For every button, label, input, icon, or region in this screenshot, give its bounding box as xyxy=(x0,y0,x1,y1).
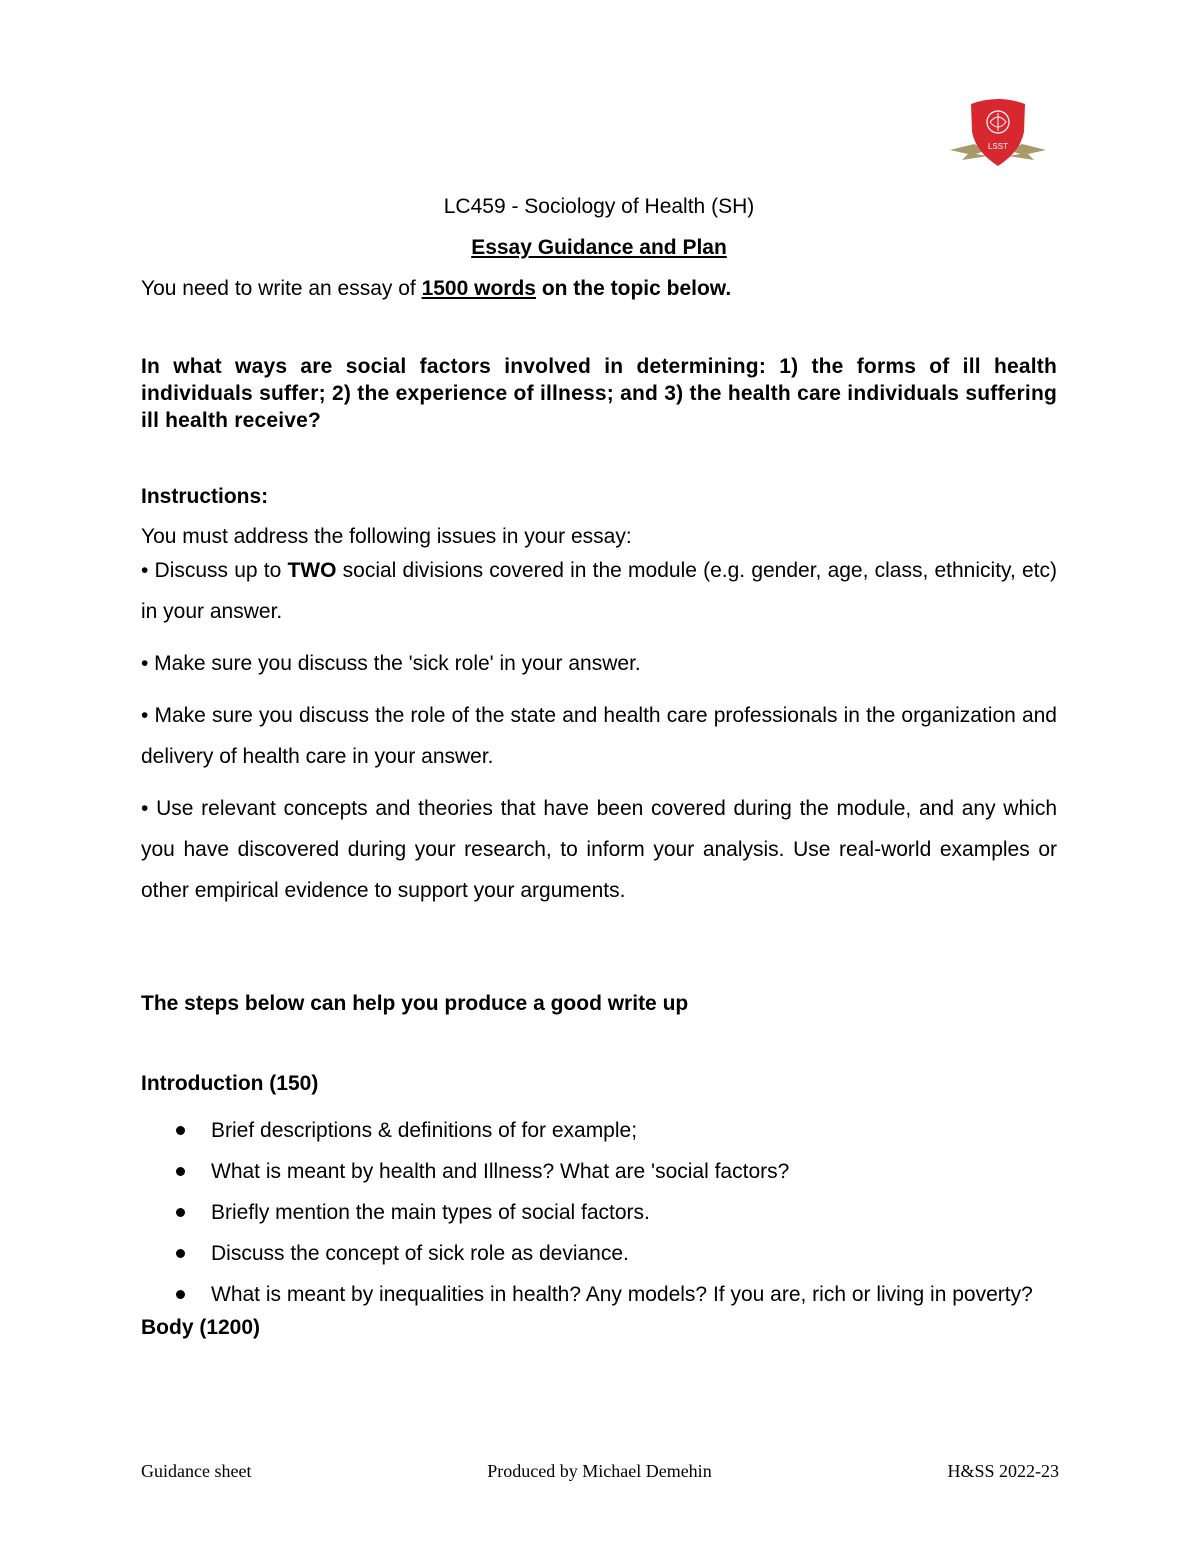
instruction-item: • Make sure you discuss the 'sick role' in your answer. xyxy=(141,652,641,675)
body-heading: Body (1200) xyxy=(141,1316,261,1339)
instruction-1-prefix: • Discuss up to xyxy=(141,559,288,582)
introduction-list xyxy=(141,1110,1057,1315)
list-item xyxy=(141,1192,1057,1233)
document-body xyxy=(141,188,1057,1341)
introduction-heading: Introduction (150) xyxy=(141,1072,319,1095)
lsst-crest-icon xyxy=(948,94,1048,168)
instructions-lead: You must address the following issues in your essay: xyxy=(141,525,632,548)
bullet-icon xyxy=(176,1167,185,1176)
bullet-icon xyxy=(176,1290,185,1299)
word-count-line xyxy=(141,276,1057,302)
instruction-item xyxy=(141,550,1057,632)
intro-prefix: You need to write an essay of xyxy=(141,277,422,300)
list-item-text: Briefly mention the main types of social factors. xyxy=(211,1201,650,1224)
instruction-item: • Make sure you discuss the role of the state and health care professionals in the organization and delivery of health care in your answer. xyxy=(141,704,1057,768)
bullet-icon xyxy=(176,1249,185,1258)
logo-text: LSST xyxy=(987,142,1009,151)
list-item xyxy=(141,1110,1057,1151)
doc-title: Essay Guidance and Plan xyxy=(471,236,727,259)
list-item xyxy=(141,1274,1057,1315)
essay-question: In what ways are social factors involved in determining: 1) the forms of ill health individuals suffer; 2) the experience of illness; and 3) the health care individuals suffering ill health receive? xyxy=(141,355,1057,432)
footer-right: H&SS 2022-23 xyxy=(947,1461,1059,1481)
word-count: 1500 words xyxy=(421,277,536,300)
instruction-item: • Use relevant concepts and theories that have been covered during the module, and any which you have discovered during your research, to inform your analysis. Use real-world examples or other empirical evidence to support your arguments. xyxy=(141,797,1057,902)
instruction-1-emphasis: TWO xyxy=(287,559,337,582)
list-item-text: Brief descriptions & definitions of for example; xyxy=(211,1119,638,1142)
list-item-text: What is meant by health and Illness? What are 'social factors? xyxy=(211,1160,790,1183)
intro-suffix: on the topic below. xyxy=(535,277,732,300)
footer-center: Produced by Michael Demehin xyxy=(487,1461,712,1481)
bullet-icon xyxy=(176,1208,185,1217)
instruction-1-suffix: social divisions covered in the module (e.g. gender, age, class, ethnicity, etc) in your answer. xyxy=(141,559,1057,623)
steps-heading: The steps below can help you produce a good write up xyxy=(141,992,689,1015)
bullet-icon xyxy=(176,1126,185,1135)
page-footer xyxy=(141,1461,1059,1482)
footer-left: Guidance sheet xyxy=(141,1461,252,1481)
list-item xyxy=(141,1151,1057,1192)
list-item xyxy=(141,1233,1057,1274)
list-item-text: What is meant by inequalities in health? Any models? If you are, rich or living in poverty? xyxy=(211,1283,1033,1306)
list-item-text: Discuss the concept of sick role as deviance. xyxy=(211,1242,629,1265)
instructions-heading: Instructions: xyxy=(141,485,269,508)
course-title: LC459 - Sociology of Health (SH) xyxy=(443,195,755,218)
